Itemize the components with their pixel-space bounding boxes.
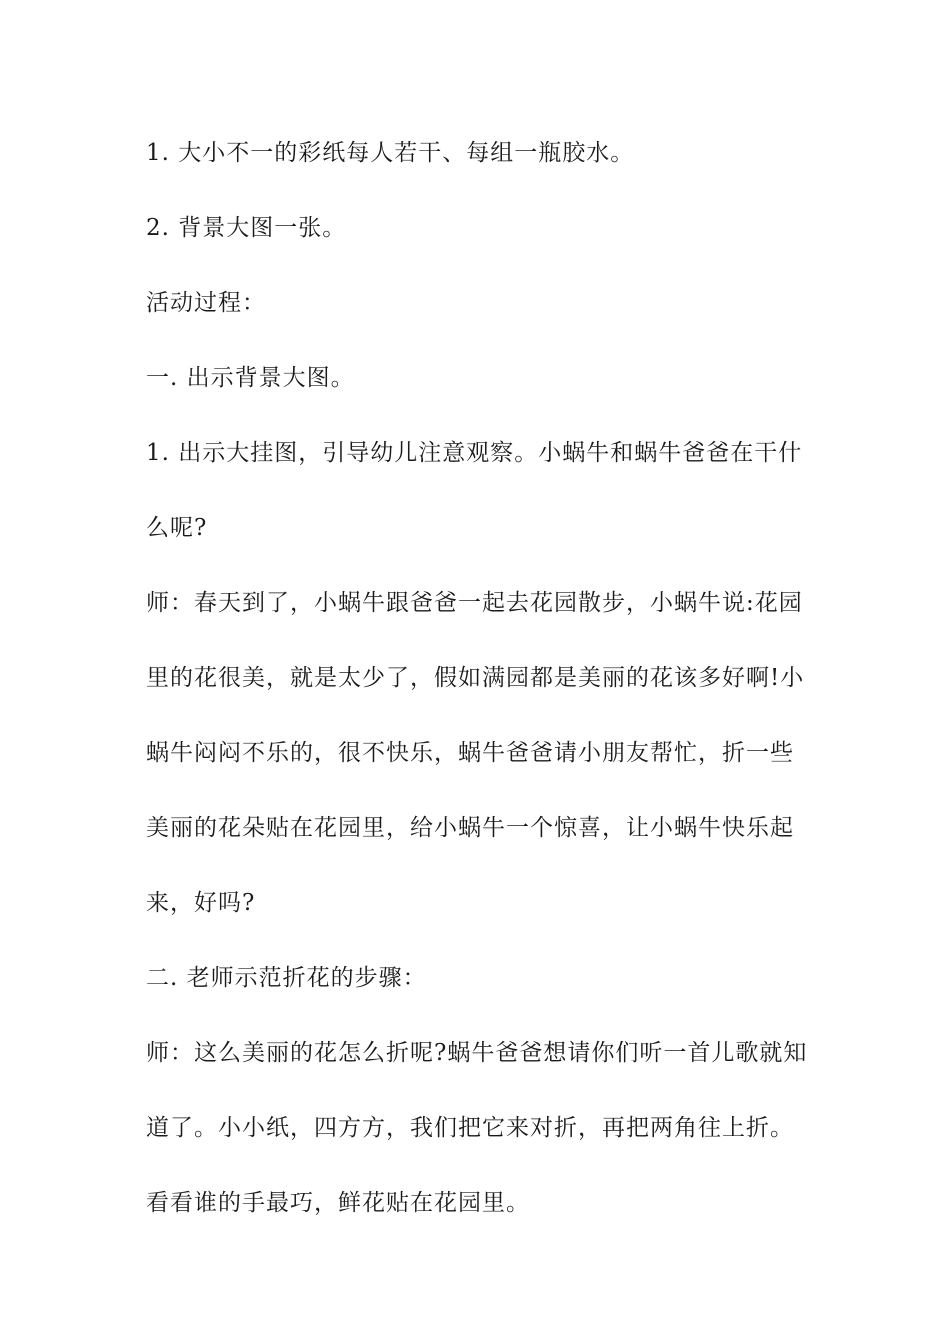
text-line: 看看谁的手最巧，鲜花贴在花园里。 bbox=[146, 1190, 530, 1216]
text-line: 来，好吗? bbox=[146, 890, 256, 916]
text-line: 美丽的花朵贴在花园里，给小蜗牛一个惊喜，让小蜗牛快乐起 bbox=[146, 815, 794, 841]
text-line: 1. 出示大挂图，引导幼儿注意观察。小蜗牛和蜗牛爸爸在干什 bbox=[146, 440, 803, 466]
text-line: 道了。小小纸，四方方，我们把它来对折，再把两角往上折。 bbox=[146, 1115, 794, 1141]
step-heading-2: 二. 老师示范折花的步骤： bbox=[146, 965, 427, 991]
section-heading-process: 活动过程： bbox=[146, 290, 266, 316]
text-line: 么呢? bbox=[146, 515, 208, 541]
text-line: 师：春天到了，小蜗牛跟爸爸一起去花园散步，小蜗牛说:花园 bbox=[146, 590, 803, 616]
text-line: 师：这么美丽的花怎么折呢?蜗牛爸爸想请你们听一首儿歌就知 bbox=[146, 1040, 808, 1066]
text-line: 里的花很美，就是太少了，假如满园都是美丽的花该多好啊!小 bbox=[146, 665, 805, 691]
text-line-materials-2: 2. 背景大图一张。 bbox=[146, 215, 347, 241]
document-body bbox=[146, 130, 806, 1255]
text-line: 蜗牛闷闷不乐的，很不快乐，蜗牛爸爸请小朋友帮忙，折一些 bbox=[146, 740, 794, 766]
step-heading-1: 一. 出示背景大图。 bbox=[146, 365, 355, 391]
text-line-materials-1: 1. 大小不一的彩纸每人若干、每组一瓶胶水。 bbox=[146, 140, 635, 166]
